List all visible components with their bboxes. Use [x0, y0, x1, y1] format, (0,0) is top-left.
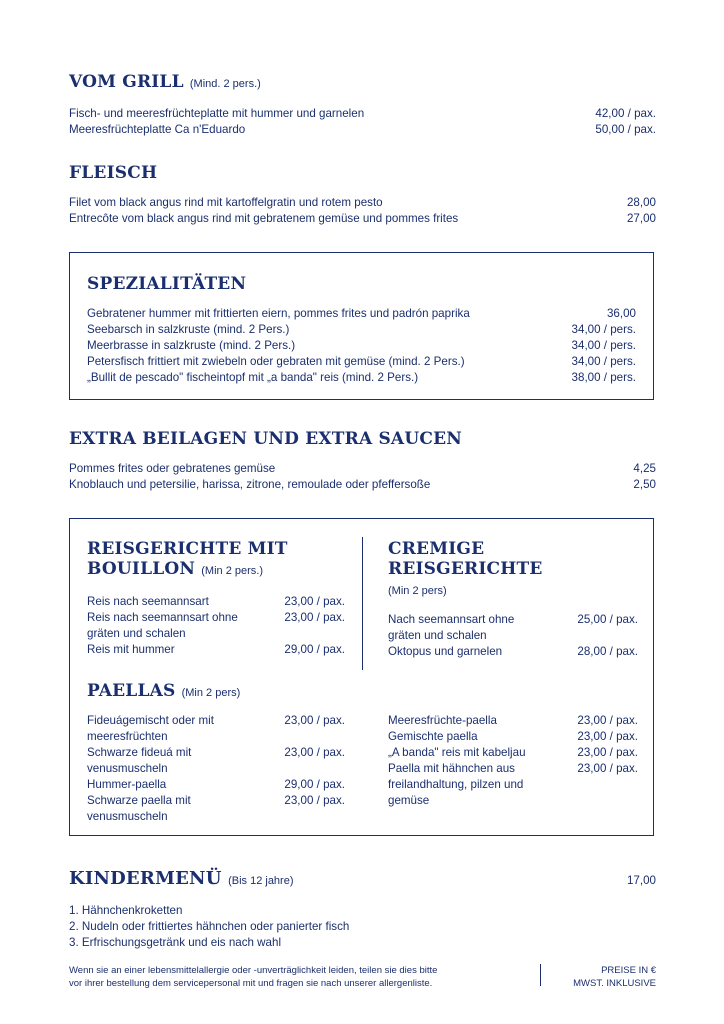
section-note: (Min 2 pers)	[388, 585, 447, 597]
section-note: (Min 2 pers)	[181, 687, 241, 699]
section-title: PAELLAS (Min 2 pers)	[87, 681, 241, 701]
section-title: KINDERMENÜ (Bis 12 jahre)	[69, 868, 294, 889]
list-item: 2. Nudeln oder frittiertes hähnchen oder panierter fisch	[69, 920, 350, 933]
paellas-right-column	[388, 713, 638, 809]
menu-item: Meerbrasse in salzkruste (mind. 2 Pers.) 34,00 / pers.	[87, 339, 636, 352]
menu-item: Filet vom black angus rind mit kartoffelgratin und rotem pesto 28,00	[69, 196, 656, 209]
box-spezialitaeten	[69, 252, 654, 400]
section-cremige-reis	[388, 539, 638, 660]
menu-item: Petersfisch frittiert mit zwiebeln oder gebraten mit gemüse (mind. 2 Pers.) 34,00 / pers.	[87, 355, 636, 368]
menu-item: „A banda" reis mit kabeljau 23,00 / pax.	[388, 746, 638, 759]
menu-item: Reis nach seemannsart 23,00 / pax.	[87, 595, 345, 608]
section-title: SPEZIALITÄTEN	[87, 274, 247, 294]
menu-item: Paella mit hähnchen aus freilandhaltung, pilzen und gemüse 23,00 / pax.	[388, 762, 638, 807]
menu-item: Meeresfrüchte-paella 23,00 / pax.	[388, 714, 638, 727]
price-notice: PREISE IN € MWST. INKLUSIVE	[573, 965, 656, 989]
section-fleisch	[69, 163, 656, 227]
paellas-left-column	[87, 713, 345, 825]
section-note: (Bis 12 jahre)	[228, 875, 294, 887]
kindermenue-list	[69, 903, 656, 951]
menu-item: Hummer-paella 29,00 / pax.	[87, 778, 345, 791]
menu-item: Fisch- und meeresfrüchteplatte mit hummer und garnelen 42,00 / pax.	[69, 107, 656, 120]
menu-item: Knoblauch und petersilie, harissa, zitrone, remoulade oder pfeffersoße 2,50	[69, 478, 656, 491]
section-beilagen	[69, 429, 656, 493]
section-title: EXTRA BEILAGEN UND EXTRA SAUCEN	[69, 429, 462, 449]
section-title: CREMIGE REISGERICHTE	[388, 539, 543, 579]
section-title: VOM GRILL (Mind. 2 pers.)	[69, 72, 261, 92]
section-note: (Min 2 pers.)	[201, 565, 263, 577]
section-kindermenue	[69, 869, 656, 951]
section-note: (Mind. 2 pers.)	[189, 78, 261, 90]
menu-item: Gebratener hummer mit frittierten eiern, pommes frites und padrón paprika 36,00	[87, 307, 636, 320]
menu-item: Pommes frites oder gebratenes gemüse 4,25	[69, 462, 656, 475]
column-divider	[362, 537, 363, 670]
footer-divider	[540, 964, 541, 986]
section-paellas	[87, 681, 638, 703]
menu-item: Fideuágemischt oder mit meeresfrüchten 23,00 / pax.	[87, 714, 345, 743]
menu-item: Reis nach seemannsart ohne gräten und schalen 23,00 / pax.	[87, 611, 345, 640]
menu-item: Reis mit hummer 29,00 / pax.	[87, 643, 345, 656]
menu-item: Gemischte paella 23,00 / pax.	[388, 730, 638, 743]
box-reisgerichte	[69, 518, 654, 836]
menu-item: Schwarze fideuá mit venusmuscheln 23,00 / pax.	[87, 746, 345, 775]
menu-item: „Bullit de pescado" fischeintopf mit „a banda" reis (mind. 2 Pers.) 38,00 / pers.	[87, 371, 636, 384]
kindermenue-price: 17,00	[626, 874, 656, 887]
menu-item: Oktopus und garnelen 28,00 / pax.	[388, 645, 638, 658]
menu-item: Nach seemannsart ohne gräten und schalen 25,00 / pax.	[388, 613, 638, 642]
section-title: REISGERICHTE MIT BOUILLON (Min 2 pers.)	[87, 539, 288, 579]
section-title: FLEISCH	[69, 163, 158, 183]
list-item: 1. Hähnchenkroketten	[69, 904, 183, 917]
allergy-notice: Wenn sie an einer lebensmittelallergie oder -unverträglichkeit leiden, teilen sie dies bitte vor ihrer bestellung dem servicepersonal mit und fragen sie nach unserer allergenliste.	[69, 965, 438, 989]
menu-item: Seebarsch in salzkruste (mind. 2 Pers.) 34,00 / pers.	[87, 323, 636, 336]
menu-item: Schwarze paella mit venusmuscheln 23,00 / pax.	[87, 794, 345, 823]
menu-item: Entrecôte vom black angus rind mit gebratenem gemüse und pommes frites 27,00	[69, 212, 656, 225]
list-item: 3. Erfrischungsgetränk und eis nach wahl	[69, 936, 282, 949]
menu-item: Meeresfrüchteplatte Ca n'Eduardo 50,00 / pax.	[69, 123, 656, 136]
section-reis-bouillon	[87, 539, 345, 658]
section-grill	[69, 72, 656, 138]
